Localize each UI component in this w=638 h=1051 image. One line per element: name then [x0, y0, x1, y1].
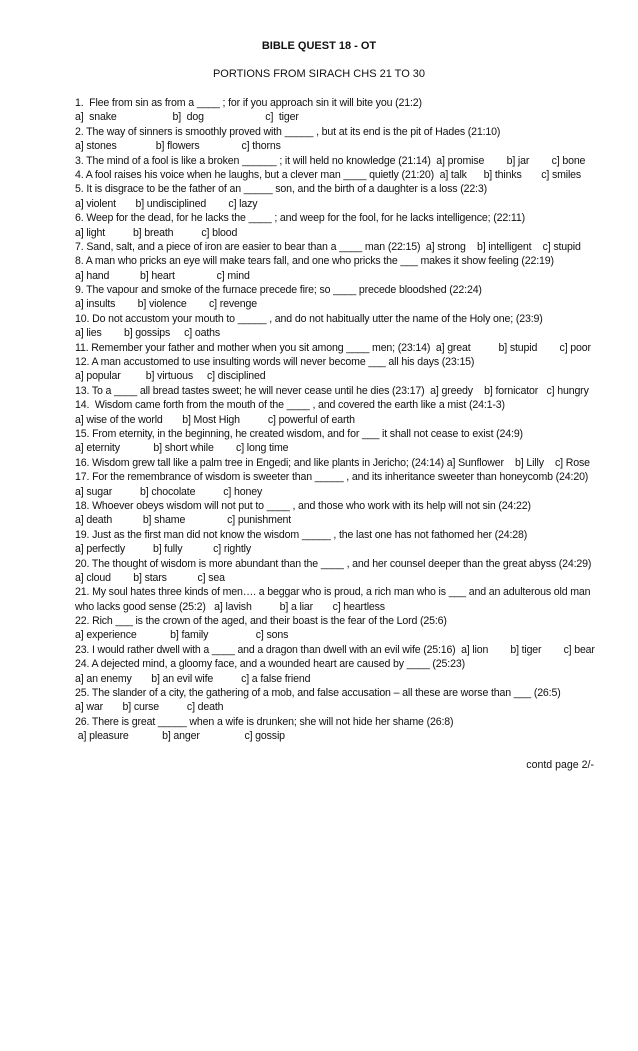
text-line: a] lies b] gossips c] oaths — [75, 327, 221, 340]
text-line: 8. A man who pricks an eye will make tears fall, and one who pricks the ___ makes it show feeling (22:19) — [75, 255, 554, 268]
text-line: a] perfectly b] fully c] rightly — [75, 543, 252, 556]
text-line: 13. To a ____ all bread tastes sweet; he will never cease until he dies (23:17) a] greedy b] fornicator c] hungry — [75, 384, 589, 397]
text-line: 2. The way of sinners is smoothly proved with _____ , but at its end is the pit of Hades (21:10) — [75, 125, 501, 138]
text-line: a] war b] curse c] death — [75, 701, 224, 714]
text-line: a] popular b] virtuous c] disciplined — [75, 370, 266, 383]
text-line: 10. Do not accustom your mouth to _____ , and do not habitually utter the name of the Holy one; (23:9) — [75, 312, 543, 325]
text-line: 12. A man accustomed to use insulting words will never become ___ all his days (23:15) — [75, 356, 475, 369]
text-line: a] experience b] family c] sons — [75, 629, 289, 642]
page-subtitle: PORTIONS FROM SIRACH CHS 21 TO 30 — [212, 68, 426, 80]
text-line: 5. It is disgrace to be the father of an _____ son, and the birth of a daughter is a loss (22:3) — [75, 183, 487, 196]
text-line: 22. Rich ___ is the crown of the aged, and their boast is the fear of the Lord (25:6) — [75, 615, 447, 628]
text-line: 4. A fool raises his voice when he laughs, but a clever man ____ quietly (21:20) a] talk b] thinks c] smiles — [75, 168, 582, 181]
text-line: 25. The slander of a city, the gathering of a mob, and false accusation – all these are worse than ___ (26:5) — [75, 687, 561, 700]
text-line: a] death b] shame c] punishment — [75, 514, 292, 527]
text-line: 20. The thought of wisdom is more abundant than the ____ , and her counsel deeper than the great abyss (24:29) — [75, 557, 592, 570]
text-line: a] violent b] undisciplined c] lazy — [75, 197, 258, 210]
text-line: a] insults b] violence c] revenge — [75, 298, 257, 311]
text-line: a] an enemy b] an evil wife c] a false friend — [75, 672, 311, 685]
text-line: 19. Just as the first man did not know the wisdom _____ , the last one has not fathomed her (24:28) — [75, 528, 528, 541]
text-line: who lacks good sense (25:2) a] lavish b] a liar c] heartless — [75, 600, 385, 613]
text-line: 9. The vapour and smoke of the furnace precede fire; so ____ precede bloodshed (22:24) — [75, 284, 482, 297]
text-line: 23. I would rather dwell with a ____ and a dragon than dwell with an evil wife (25:16) a] lion b] tiger c] bear — [75, 643, 595, 656]
text-line: a] stones b] flowers c] thorns — [75, 140, 281, 153]
text-line: 21. My soul hates three kinds of men…. a beggar who is proud, a rich man who is ___ and an adulterous old man — [75, 586, 591, 599]
text-line: 26. There is great _____ when a wife is drunken; she will not hide her shame (26:8) — [75, 715, 454, 728]
text-line: 7. Sand, salt, and a piece of iron are easier to bear than a ____ man (22:15) a] strong b] intelligent c] stupid — [75, 240, 581, 253]
text-line: a] cloud b] stars c] sea — [75, 571, 225, 584]
text-line: 6. Weep for the dead, for he lacks the ____ ; and weep for the fool, for he lacks intelligence; (22:11) — [75, 212, 525, 225]
text-line: 3. The mind of a fool is like a broken ______ ; it will held no knowledge (21:14) a] promise b] jar c] bone — [75, 154, 586, 167]
text-line: 24. A dejected mind, a gloomy face, and a wounded heart are caused by ____ (25:23) — [75, 658, 465, 671]
continuation-note: contd page 2/- — [526, 759, 594, 771]
text-line: 11. Remember your father and mother when you sit among ____ men; (23:14) a] great b] stupid c] poor — [75, 341, 591, 354]
text-line: a] wise of the world b] Most High c] powerful of earth — [75, 413, 355, 426]
page-title: BIBLE QUEST 18 - OT — [261, 40, 377, 52]
text-line: a] snake b] dog c] tiger — [75, 111, 299, 124]
text-line: 15. From eternity, in the beginning, he created wisdom, and for ___ it shall not cease to exist (24:9) — [75, 427, 523, 440]
text-line: a] light b] breath c] blood — [75, 226, 238, 239]
text-line: a] hand b] heart c] mind — [75, 269, 250, 282]
text-line: a] eternity b] short while c] long time — [75, 442, 289, 455]
text-line: 14. Wisdom came forth from the mouth of the ____ , and covered the earth like a mist (24:1-3) — [75, 399, 505, 412]
text-line: 1. Flee from sin as from a ____ ; for if you approach sin it will bite you (21:2) — [75, 97, 422, 109]
text-line: 18. Whoever obeys wisdom will not put to ____ , and those who work with its help will not sin (24:22) — [75, 499, 531, 512]
text-line: a] sugar b] chocolate c] honey — [75, 485, 263, 498]
text-line: a] pleasure b] anger c] gossip — [75, 730, 285, 743]
text-line: 16. Wisdom grew tall like a palm tree in Engedi; and like plants in Jericho; (24:14) a] Sunflower b] Lilly c] Rose — [75, 456, 590, 469]
question-list — [75, 96, 595, 744]
text-line: 17. For the remembrance of wisdom is sweeter than _____ , and its inheritance sweeter than honeycomb (24:20) — [75, 471, 589, 484]
